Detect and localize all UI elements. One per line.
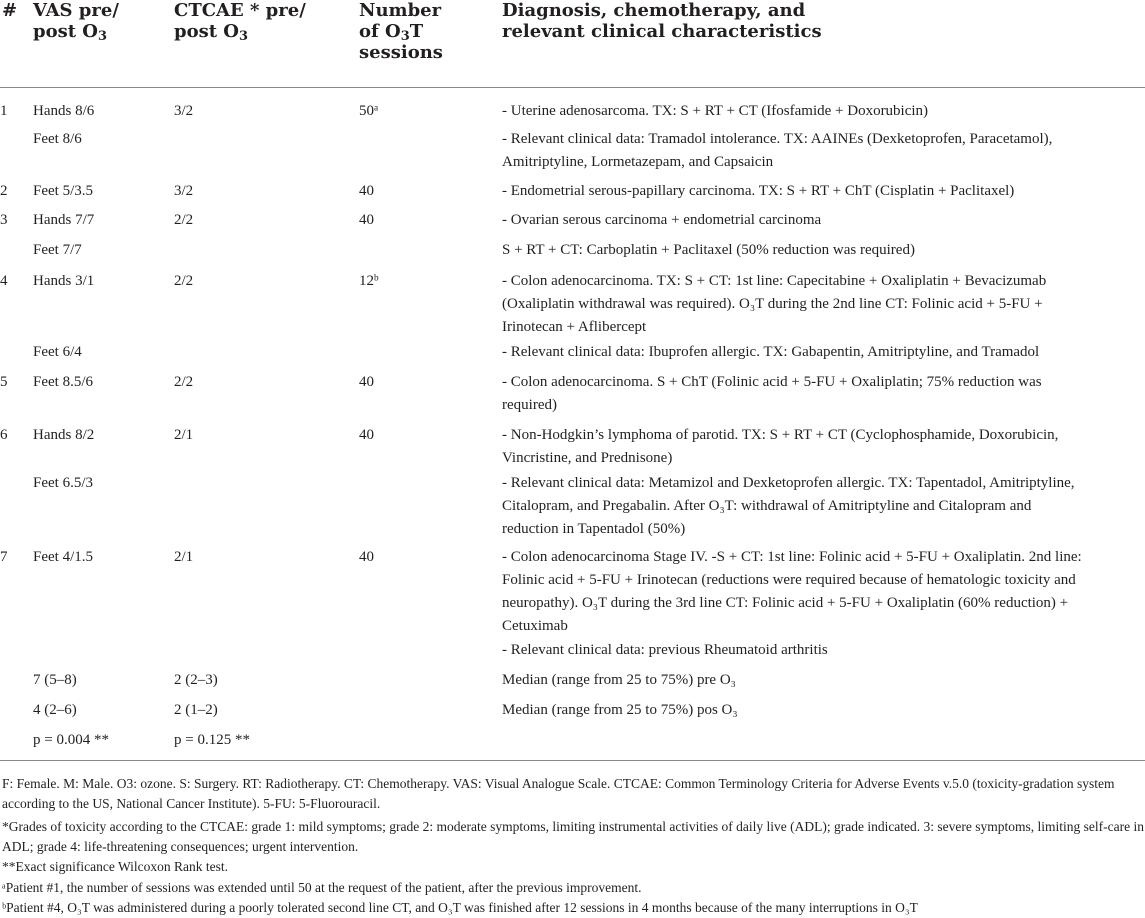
header-rule [0,87,1145,88]
row-number: 6 [0,427,8,443]
median-post-label: Median (range from 25 to 75%) pos O₃ [502,702,738,718]
median-pre-label: Median (range from 25 to 75%) pre O₃ [502,672,736,688]
footnote-wilcoxon: **Exact significance Wilcoxon Rank test. [2,859,229,874]
sessions-cell: 40 [359,183,374,199]
footnote-b: ᵇPatient #4, O₃T was administered during a poorly tolerated second line CT, and O₃T was finished after 12 sessions in 4 months because of the many interruptions in O₃T [2,900,918,915]
vas-cell: Feet 6.5/3 [33,475,93,491]
col-header-vas: VAS pre/ post $O_3$ [33,0,119,44]
vas-cell: Feet 8.5/6 [33,374,93,390]
ctcae-p-value: p = 0.125 ** [174,732,250,748]
vas-cell: Feet 4/1.5 [33,549,93,565]
col-header-sessions: Number of $O_3T$ sessions [359,0,443,63]
vas-cell: Hands 8/2 [33,427,95,443]
vas-p-value: p = 0.004 ** [33,732,109,748]
diagnosis-cell: - Relevant clinical data: Metamizol and Dexketoprofen allergic. TX: Tapentadol, Amitriptyline, Citalopram, and Pregabalin. After O₃T: withdrawal of Amitriptyline and Citalopram and reduction in Tapentadol (50%) [502,475,1075,537]
vas-cell: Hands 7/7 [33,212,95,228]
col-header-ctcae: CTCAE * pre/ post $O_3$ [174,0,306,44]
ctcae-cell: 2/1 [174,549,194,565]
vas-median-pre: 7 (5–8) [33,672,77,688]
ctcae-cell: 2/2 [174,273,194,289]
diagnosis-cell: - Non-Hodgkin’s lymphoma of parotid. TX: S + RT + CT (Cyclophosphamide, Doxorubicin, Vincristine, and Prednisone) [502,427,1059,466]
ctcae-cell: 2/2 [174,374,194,390]
vas-cell: Hands 3/1 [33,273,95,289]
ctcae-cell: 3/2 [174,183,194,199]
table-bottom-rule [0,760,1145,761]
sessions-cell: 12$^b$ [359,273,379,289]
ctcae-cell: 2/1 [174,427,194,443]
col-header-diagnosis: Diagnosis, chemotherapy, and relevant clinical characteristics [502,0,822,42]
sessions-cell: 40 [359,374,374,390]
row-number: 1 [0,103,8,119]
sessions-cell: 40 [359,427,374,443]
ctcae-median-pre: 2 (2–3) [174,672,218,688]
diagnosis-cell: - Colon adenocarcinoma. S + ChT (Folinic acid + 5-FU + Oxaliplatin; 75% reduction was required) [502,374,1042,413]
diagnosis-cell: S + RT + CT: Carboplatin + Paclitaxel (50% reduction was required) [502,242,915,258]
footnote-a: ᵃPatient #1, the number of sessions was extended until 50 at the request of the patient, after the previous improvement. [2,880,642,895]
vas-cell: Feet 7/7 [33,242,82,258]
diagnosis-cell: - Colon adenocarcinoma. TX: S + CT: 1st line: Capecitabine + Oxaliplatin + Bevacizumab (Oxaliplatin withdrawal was required). O₃T during the 2nd line CT: Folinic acid + 5-FU + Irinotecan + Aflibercept [502,273,1047,335]
row-number: 7 [0,549,8,565]
diagnosis-cell: - Ovarian serous carcinoma + endometrial carcinoma [502,212,822,228]
diagnosis-cell: - Colon adenocarcinoma Stage IV. -S + CT: 1st line: Folinic acid + 5-FU + Oxaliplatin. 2nd line: Folinic acid + 5-FU + Irinotecan (reductions were required because of hematologic toxicity and neuropathy). O₃T during the 3rd line CT: Folinic acid + 5-FU + Oxaliplatin (60% reduction) + Cetuximab [502,549,1082,634]
row-number: 2 [0,183,8,199]
sessions-cell: 40 [359,212,374,228]
vas-cell: Feet 6/4 [33,344,82,360]
footnote-ctcae-grades: *Grades of toxicity according to the CTCAE: grade 1: mild symptoms; grade 2: moderate symptoms, limiting instrumental activities of daily live (ADL); grade indicated. 3: severe symptoms, limiting self-care in ADL; grade 4: life-threatening consequences; urgent intervention. [2,819,1144,854]
ctcae-cell: 3/2 [174,103,194,119]
sessions-cell: 50$^a$ [359,103,379,119]
vas-median-post: 4 (2–6) [33,702,77,718]
col-header-number: # [2,0,18,21]
footnote-abbreviations: F: Female. M: Male. O3: ozone. S: Surgery. RT: Radiotherapy. CT: Chemotherapy. VAS: Visual Analogue Scale. CTCAE: Common Terminology Criteria for Adverse Events v.5.0 (toxicity-gradation system according to the US, National Cancer Institute). 5-FU: 5-Fluorouracil. [2,776,1115,811]
diagnosis-cell: - Relevant clinical data: previous Rheumatoid arthritis [502,642,828,658]
sessions-cell: 40 [359,549,374,565]
vas-cell: Hands 8/6 [33,103,95,119]
row-number: 5 [0,374,8,390]
row-number: 3 [0,212,8,228]
vas-cell: Feet 8/6 [33,131,82,147]
diagnosis-cell: - Relevant clinical data: Tramadol intolerance. TX: AAINEs (Dexketoprofen, Paracetamol), Amitriptyline, Lormetazepam, and Capsaicin [502,131,1053,170]
diagnosis-cell: - Uterine adenosarcoma. TX: S + RT + CT (Ifosfamide + Doxorubicin) [502,103,929,119]
ctcae-median-post: 2 (1–2) [174,702,218,718]
ctcae-cell: 2/2 [174,212,194,228]
diagnosis-cell: - Relevant clinical data: Ibuprofen allergic. TX: Gabapentin, Amitriptyline, and Tramadol [502,344,1040,360]
vas-cell: Feet 5/3.5 [33,183,93,199]
row-number: 4 [0,273,8,289]
diagnosis-cell: - Endometrial serous-papillary carcinoma. TX: S + RT + ChT (Cisplatin + Paclitaxel) [502,183,1015,199]
